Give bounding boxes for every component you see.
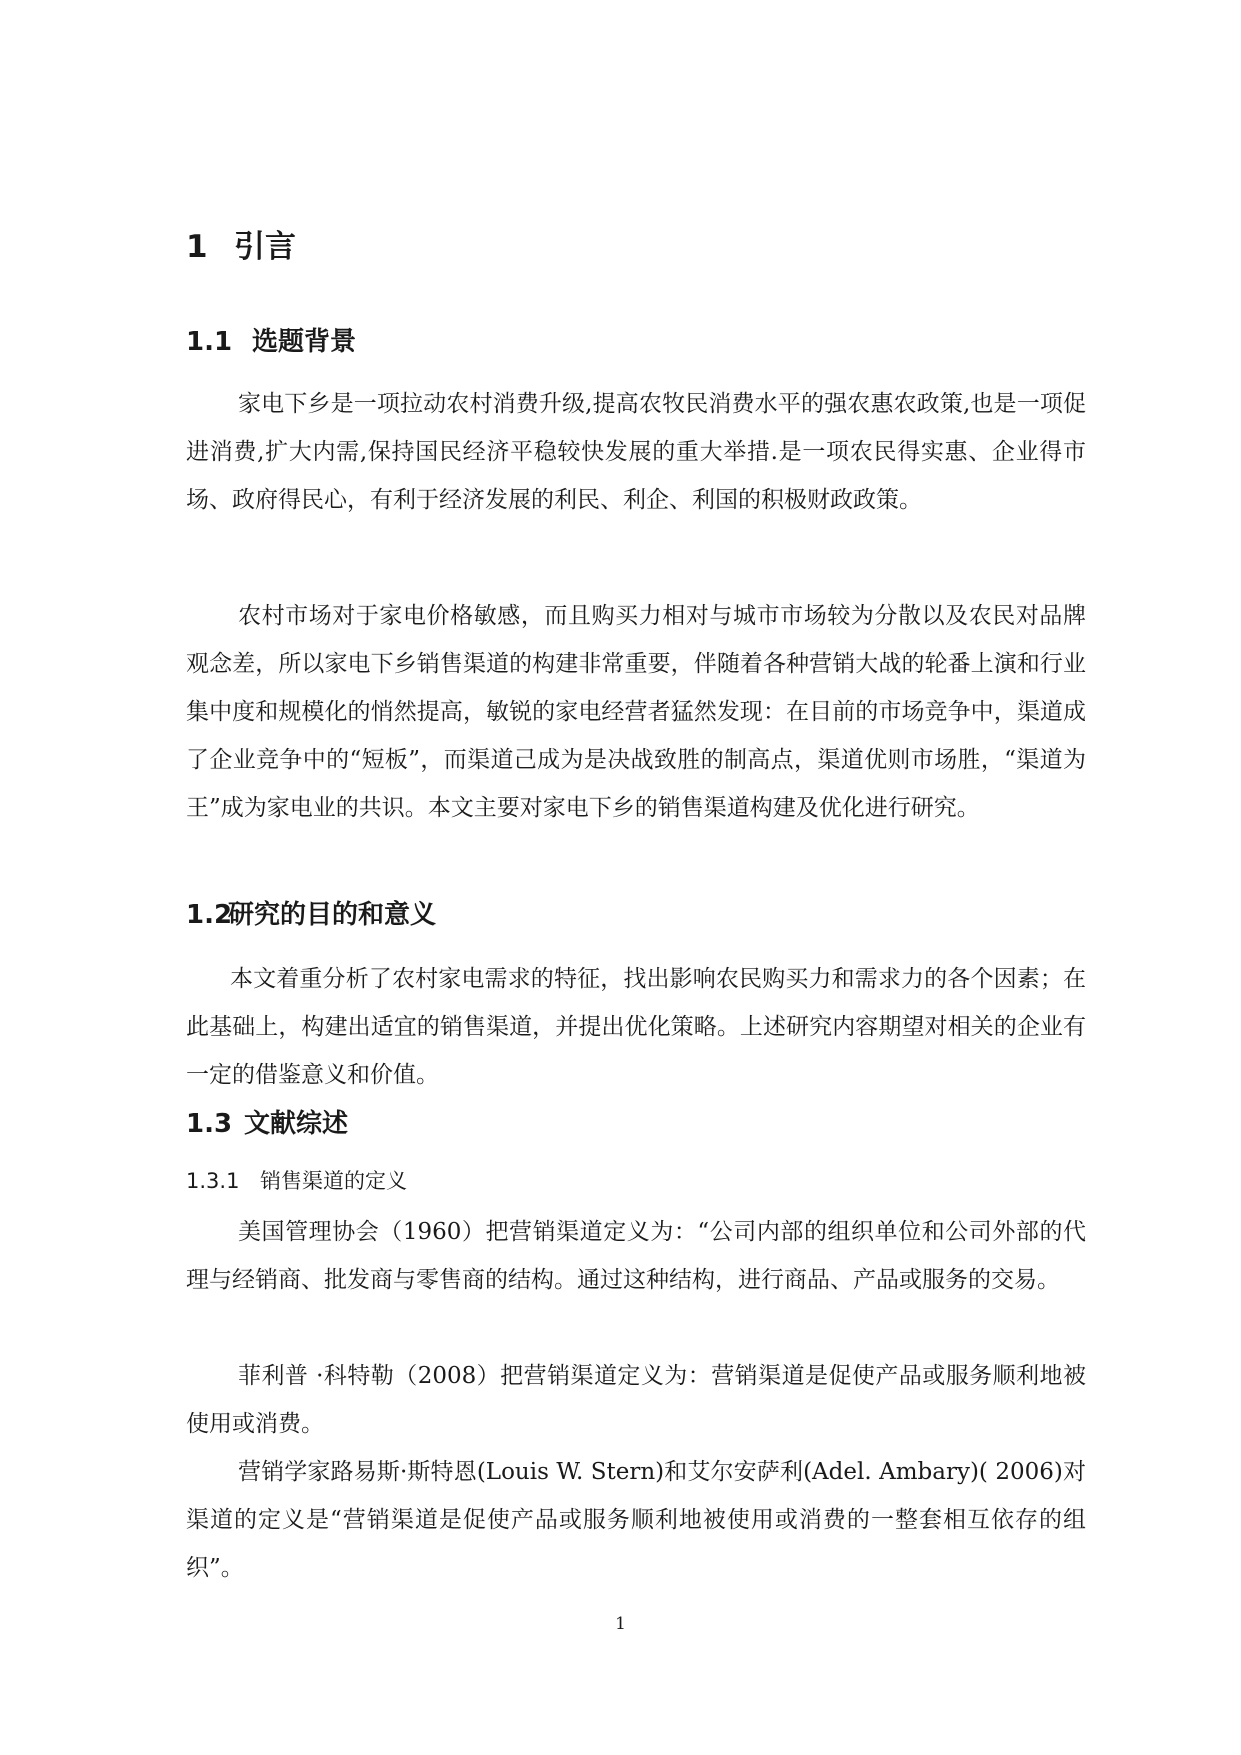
paragraph: 美国管理协会（1960）把营销渠道定义为：“公司内部的组织单位和公司外部的代理与经销商、批发商与零售商的结构。通过这种结构，进行商品、产品或服务的交易。 <box>186 1219 1086 1293</box>
section-title: 文献综述 <box>244 1109 349 1139</box>
chapter-heading <box>186 225 296 269</box>
paragraph: 本文着重分析了农村家电需求的特征，找出影响农民购买力和需求力的各个因素；在此基础上，构建出适宜的销售渠道，并提出优化策略。上述研究内容期望对相关的企业有一定的借鉴意义和价值。 <box>186 966 1086 1088</box>
section-heading-1-1 <box>186 322 356 362</box>
section-heading-1-2 <box>186 895 436 935</box>
subsection-number: 1.3.1 <box>186 1169 240 1193</box>
paragraph: 菲利普 ·科特勒（2008）把营销渠道定义为：营销渠道是促使产品或服务顺利地被使用或消费。 <box>186 1363 1086 1437</box>
subsection-heading-1-3-1 <box>186 1164 407 1198</box>
paragraph: 农村市场对于家电价格敏感，而且购买力相对与城市市场较为分散以及农民对品牌观念差，所以家电下乡销售渠道的构建非常重要，伴随着各种营销大战的轮番上演和行业集中度和规模化的悄然提高，敏锐的家电经营者猛然发现：在目前的市场竞争中，渠道成了企业竞争中的“短板”，而渠道己成为是决战致胜的制高点，渠道优则市场胜，“渠道为王”成为家电业的共识。本文主要对家电下乡的销售渠道构建及优化进行研究。 <box>186 603 1086 821</box>
section-title: 选题背景 <box>252 327 357 357</box>
section-number: 1.2 <box>186 900 233 930</box>
section-number: 1.3 <box>186 1109 233 1139</box>
chapter-number: 1 <box>186 229 208 265</box>
section-number: 1.1 <box>186 327 233 357</box>
page-number: 1 <box>615 1614 626 1634</box>
paragraph: 家电下乡是一项拉动农村消费升级,提高农牧民消费水平的强农惠农政策,也是一项促进消费,扩大内需,保持国民经济平稳较快发展的重大举措.是一项农民得实惠、企业得市场、政府得民心，有利于经济发展的利民、利企、利国的积极财政政策。 <box>186 391 1086 513</box>
chapter-title: 引言 <box>234 229 296 265</box>
section-title: 研究的目的和意义 <box>228 900 437 930</box>
subsection-title: 销售渠道的定义 <box>260 1169 407 1193</box>
paragraph: 营销学家路易斯·斯特恩(Louis W. Stern)和艾尔安萨利(Adel. Ambary)( 2006)对渠道的定义是“营销渠道是促使产品或服务顺利地被使用或消费的一整套相互依存的组织”。 <box>186 1459 1086 1581</box>
section-heading-1-3 <box>186 1104 348 1144</box>
